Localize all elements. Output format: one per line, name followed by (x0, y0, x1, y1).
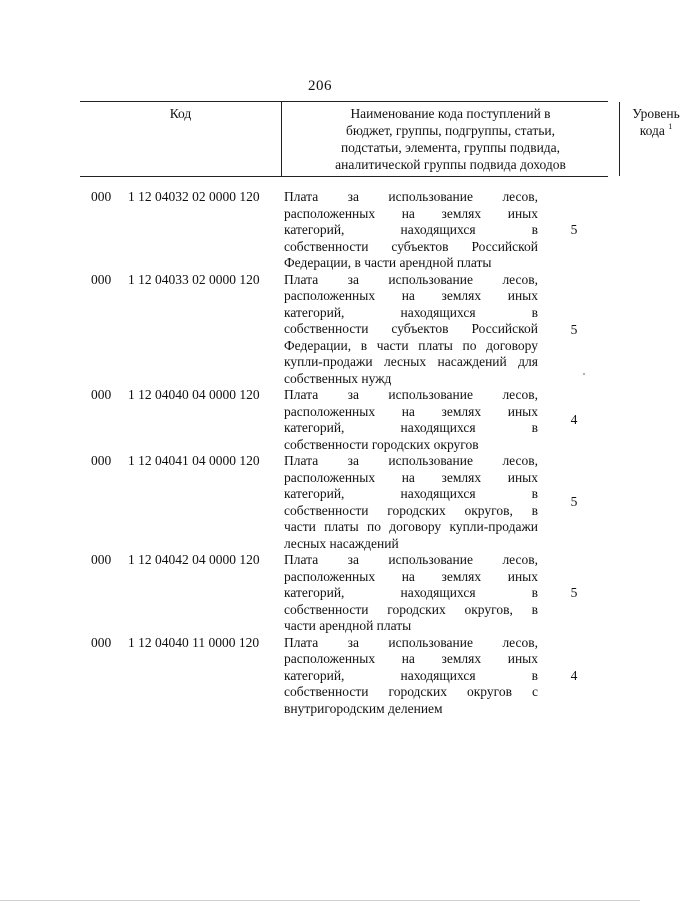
header-level-line2 (621, 122, 691, 139)
table-row (0, 453, 640, 552)
revenue-name-line: расположенных на землях иных (284, 403, 538, 419)
revenue-name-line: собственных нужд (284, 370, 392, 386)
code-level: 5 (570, 222, 578, 237)
revenue-name-line: собственности субъектов Российской (284, 321, 538, 336)
code-level: 5 (570, 494, 578, 509)
admin-code: 000 (91, 387, 112, 402)
revenue-name-line: категорий, находящихся в (284, 585, 538, 600)
revenue-code: 1 12 04032 02 0000 120 (128, 189, 260, 204)
table-row (0, 272, 640, 388)
footnote-marker: 1 (668, 122, 673, 131)
admin-code: 000 (91, 634, 112, 650)
revenue-name (284, 387, 538, 453)
table-row (0, 552, 640, 635)
revenue-name-line: Федерации, в части платы по договору (284, 337, 538, 353)
header-name-line: подстатьи, элемента, группы подвида, (340, 140, 561, 155)
revenue-name-line: расположенных на землях иных (284, 651, 538, 666)
table-row (0, 189, 640, 272)
revenue-name-line: категорий, находящихся в (284, 420, 538, 435)
revenue-code: 1 12 04041 04 0000 120 (128, 453, 260, 468)
header-name-line: Наименование кода поступлений в (350, 106, 551, 121)
revenue-name-line: собственности городских округов, в (284, 502, 538, 518)
page-number: 206 (308, 78, 332, 94)
revenue-name (284, 635, 538, 718)
page-edge (0, 900, 640, 901)
revenue-name-line: части арендной платы (284, 618, 412, 633)
header-name-line: бюджет, группы, подгруппы, статьи, (346, 123, 555, 138)
revenue-name-line: собственности городских округов с (284, 684, 538, 699)
header-level (621, 102, 691, 179)
admin-code: 000 (91, 453, 112, 468)
admin-code: 000 (91, 271, 112, 287)
code-level: 5 (570, 321, 578, 337)
revenue-name-line: собственности городских округов (284, 436, 479, 452)
revenue-name (284, 189, 538, 272)
revenue-name-line: собственности городских округов, в (284, 601, 538, 617)
revenue-name-line: категорий, находящихся в (284, 486, 538, 501)
revenue-name (284, 272, 538, 388)
revenue-code: 1 12 04042 04 0000 120 (128, 552, 260, 567)
revenue-name-line: купли-продажи лесных насаждений для (284, 354, 538, 369)
revenue-name-line: категорий, находящихся в (284, 222, 538, 237)
revenue-name-line: Плата за использование лесов, (284, 189, 538, 204)
revenue-name-line: расположенных на землях иных (284, 469, 538, 485)
code-level: 5 (570, 585, 578, 600)
header-level-label: кода (639, 123, 665, 138)
revenue-name-line: расположенных на землях иных (284, 288, 538, 303)
table-row (0, 635, 640, 718)
code-level: 4 (570, 412, 578, 427)
revenue-name-line: Плата за использование лесов, (284, 634, 538, 650)
code-level: 4 (570, 667, 578, 683)
revenue-name-line: лесных насаждений (284, 535, 399, 551)
header-level-line1: Уровень (632, 106, 680, 121)
revenue-name-line: Плата за использование лесов, (284, 453, 538, 468)
revenue-code: 1 12 04040 04 0000 120 (128, 387, 260, 402)
admin-code: 000 (91, 552, 112, 567)
revenue-name-line: части платы по договору купли-продажи (284, 519, 538, 534)
revenue-name-line: внутригородским делением (284, 700, 443, 716)
revenue-name-line: собственности субъектов Российской (284, 238, 538, 254)
header-name-line: аналитической группы подвида доходов (335, 157, 566, 172)
revenue-name-line: категорий, находящихся в (284, 667, 538, 683)
revenue-code: 1 12 04033 02 0000 120 (128, 271, 260, 287)
table-row (0, 387, 640, 453)
revenue-name-line: Плата за использование лесов, (284, 271, 538, 287)
admin-code: 000 (91, 189, 112, 204)
table-header (80, 101, 680, 177)
revenue-name-line: Федерации, в части арендной платы (284, 255, 492, 270)
revenue-name-line: расположенных на землях иных (284, 205, 538, 221)
table-body (0, 189, 640, 717)
revenue-name (284, 453, 538, 552)
revenue-name (284, 552, 538, 635)
scan-speck (583, 373, 585, 375)
header-name (281, 102, 620, 176)
revenue-name-line: категорий, находящихся в (284, 304, 538, 320)
revenue-name-line: Плата за использование лесов, (284, 387, 538, 402)
revenue-name-line: расположенных на землях иных (284, 568, 538, 584)
revenue-code: 1 12 04040 11 0000 120 (128, 634, 260, 650)
revenue-name-line: Плата за использование лесов, (284, 552, 538, 567)
header-code: Код (169, 106, 192, 121)
